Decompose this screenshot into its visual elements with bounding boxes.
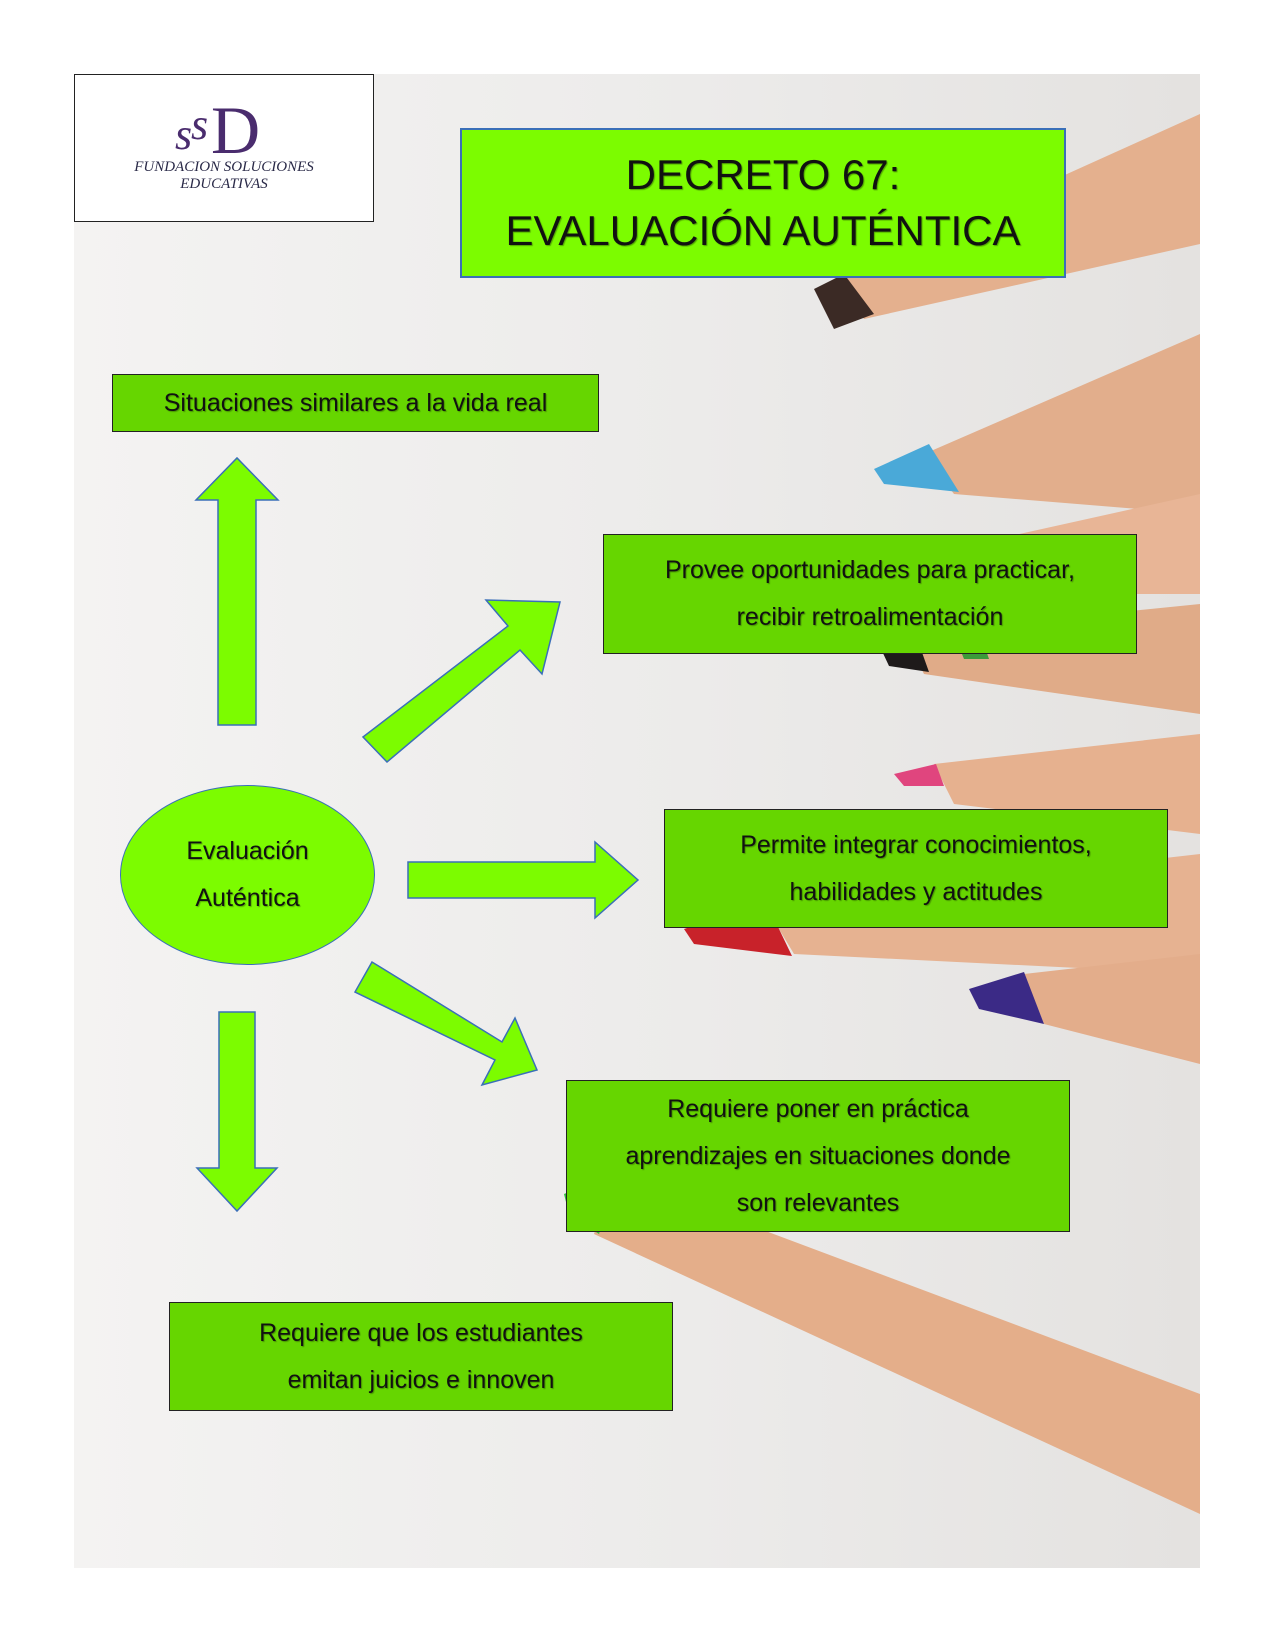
center-line1: Evaluación	[186, 837, 309, 865]
box-requiere-practica-line1: Requiere poner en práctica	[667, 1094, 969, 1123]
box-provee	[603, 534, 1137, 654]
ssd-logo-mark	[169, 93, 279, 159]
box-requiere-estudiantes-line2: emitan juicios e innoven	[287, 1365, 555, 1394]
svg-text:D: D	[211, 93, 261, 159]
center-line2: Auténtica	[195, 884, 300, 912]
box-permite-line2: habilidades y actitudes	[789, 877, 1043, 906]
box-requiere-estudiantes	[169, 1302, 673, 1411]
box-situaciones-line1: Situaciones similares a la vida real	[163, 388, 548, 417]
box-provee-line2: recibir retroalimentación	[736, 603, 1004, 631]
title-line2: EVALUACIÓN AUTÉNTICA	[505, 207, 1021, 254]
box-situaciones	[112, 374, 599, 432]
title-line1: DECRETO 67:	[625, 151, 901, 198]
box-permite	[664, 809, 1168, 928]
box-requiere-practica-line3: son relevantes	[736, 1188, 900, 1217]
pencil-purple	[969, 954, 1200, 1064]
box-requiere-practica-line2: aprendizajes en situaciones donde	[625, 1141, 1011, 1170]
logo-line2: EDUCATIVAS	[180, 176, 268, 192]
page-title	[460, 128, 1066, 278]
svg-text:s: s	[175, 110, 193, 159]
box-requiere-practica	[566, 1080, 1070, 1232]
box-provee-line1: Provee oportunidades para practicar,	[665, 556, 1075, 584]
center-node	[120, 785, 375, 965]
pencil-blue	[874, 334, 1200, 514]
logo-line1: FUNDACION SOLUCIONES	[134, 159, 314, 175]
svg-text:s: s	[191, 100, 209, 149]
logo-box	[74, 74, 374, 222]
box-requiere-estudiantes-line1: Requiere que los estudiantes	[259, 1318, 583, 1347]
box-permite-line1: Permite integrar conocimientos,	[740, 830, 1092, 859]
